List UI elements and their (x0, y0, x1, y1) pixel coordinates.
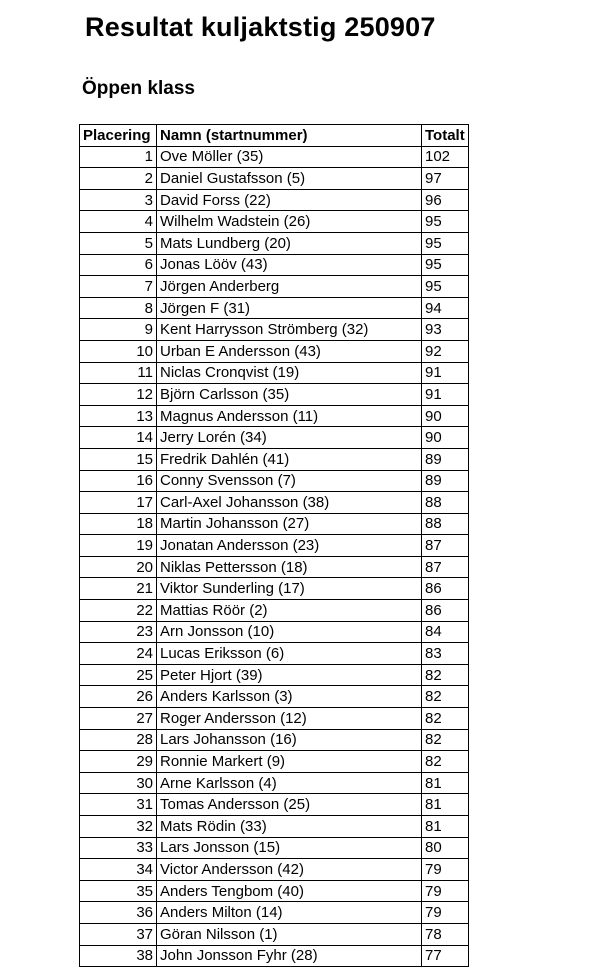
cell-namn: Viktor Sunderling (17) (157, 578, 422, 600)
cell-placering: 9 (80, 319, 157, 341)
cell-namn: Ronnie Markert (9) (157, 751, 422, 773)
cell-totalt: 89 (422, 448, 469, 470)
cell-totalt: 90 (422, 427, 469, 449)
cell-totalt: 82 (422, 664, 469, 686)
cell-namn: Roger Andersson (12) (157, 708, 422, 730)
cell-namn: Urban E Andersson (43) (157, 340, 422, 362)
cell-placering: 29 (80, 751, 157, 773)
table-row (80, 276, 469, 298)
cell-totalt: 82 (422, 751, 469, 773)
cell-placering: 31 (80, 794, 157, 816)
cell-totalt: 86 (422, 578, 469, 600)
cell-totalt: 84 (422, 621, 469, 643)
table-row (80, 232, 469, 254)
cell-placering: 30 (80, 772, 157, 794)
cell-placering: 27 (80, 708, 157, 730)
cell-totalt: 97 (422, 168, 469, 190)
cell-namn: Carl-Axel Johansson (38) (157, 492, 422, 514)
cell-totalt: 77 (422, 945, 469, 967)
cell-namn: Arn Jonsson (10) (157, 621, 422, 643)
cell-namn: Arne Karlsson (4) (157, 772, 422, 794)
cell-placering: 28 (80, 729, 157, 751)
cell-namn: Anders Karlsson (3) (157, 686, 422, 708)
cell-totalt: 95 (422, 211, 469, 233)
page-title: Resultat kuljaktstig 250907 (85, 12, 436, 42)
table-row (80, 470, 469, 492)
cell-totalt: 78 (422, 923, 469, 945)
table-row (80, 880, 469, 902)
table-row (80, 168, 469, 190)
cell-namn: Niklas Pettersson (18) (157, 556, 422, 578)
cell-totalt: 86 (422, 600, 469, 622)
cell-namn: Lars Johansson (16) (157, 729, 422, 751)
cell-totalt: 88 (422, 492, 469, 514)
header-placering: Placering (80, 125, 157, 147)
table-row (80, 578, 469, 600)
cell-totalt: 95 (422, 276, 469, 298)
cell-totalt: 95 (422, 254, 469, 276)
cell-totalt: 82 (422, 708, 469, 730)
cell-totalt: 79 (422, 880, 469, 902)
cell-placering: 11 (80, 362, 157, 384)
cell-placering: 1 (80, 146, 157, 168)
cell-placering: 13 (80, 405, 157, 427)
cell-totalt: 94 (422, 297, 469, 319)
cell-namn: Jerry Lorén (34) (157, 427, 422, 449)
cell-totalt: 81 (422, 794, 469, 816)
cell-namn: Magnus Andersson (11) (157, 405, 422, 427)
cell-placering: 5 (80, 232, 157, 254)
table-row (80, 600, 469, 622)
cell-placering: 33 (80, 837, 157, 859)
table-row (80, 340, 469, 362)
cell-placering: 35 (80, 880, 157, 902)
cell-namn: Kent Harrysson Strömberg (32) (157, 319, 422, 341)
cell-placering: 34 (80, 859, 157, 881)
cell-placering: 15 (80, 448, 157, 470)
cell-placering: 19 (80, 535, 157, 557)
cell-namn: Mats Lundberg (20) (157, 232, 422, 254)
cell-namn: Peter Hjort (39) (157, 664, 422, 686)
cell-namn: Jonas Lööv (43) (157, 254, 422, 276)
cell-placering: 24 (80, 643, 157, 665)
cell-namn: Jörgen F (31) (157, 297, 422, 319)
cell-namn: Fredrik Dahlén (41) (157, 448, 422, 470)
cell-totalt: 82 (422, 729, 469, 751)
results-table (79, 124, 469, 967)
cell-placering: 22 (80, 600, 157, 622)
cell-namn: Mats Rödin (33) (157, 816, 422, 838)
cell-totalt: 79 (422, 902, 469, 924)
cell-namn: Anders Tengbom (40) (157, 880, 422, 902)
cell-namn: Göran Nilsson (1) (157, 923, 422, 945)
cell-placering: 38 (80, 945, 157, 967)
cell-placering: 7 (80, 276, 157, 298)
table-row (80, 816, 469, 838)
cell-namn: Conny Svensson (7) (157, 470, 422, 492)
cell-totalt: 80 (422, 837, 469, 859)
cell-placering: 25 (80, 664, 157, 686)
cell-placering: 36 (80, 902, 157, 924)
cell-placering: 20 (80, 556, 157, 578)
cell-placering: 23 (80, 621, 157, 643)
table-row (80, 297, 469, 319)
table-row (80, 513, 469, 535)
cell-totalt: 87 (422, 535, 469, 557)
table-row (80, 945, 469, 967)
cell-totalt: 89 (422, 470, 469, 492)
table-row (80, 211, 469, 233)
cell-placering: 2 (80, 168, 157, 190)
cell-namn: Daniel Gustafsson (5) (157, 168, 422, 190)
table-row (80, 664, 469, 686)
cell-placering: 6 (80, 254, 157, 276)
cell-namn: Ove Möller (35) (157, 146, 422, 168)
cell-placering: 17 (80, 492, 157, 514)
cell-namn: Anders Milton (14) (157, 902, 422, 924)
cell-namn: Victor Andersson (42) (157, 859, 422, 881)
cell-namn: Jörgen Anderberg (157, 276, 422, 298)
cell-totalt: 91 (422, 384, 469, 406)
table-row (80, 362, 469, 384)
cell-totalt: 87 (422, 556, 469, 578)
cell-namn: Mattias Röör (2) (157, 600, 422, 622)
cell-totalt: 81 (422, 772, 469, 794)
cell-placering: 4 (80, 211, 157, 233)
header-namn: Namn (startnummer) (157, 125, 422, 147)
cell-totalt: 91 (422, 362, 469, 384)
table-row (80, 729, 469, 751)
cell-namn: Niclas Cronqvist (19) (157, 362, 422, 384)
table-row (80, 621, 469, 643)
table-row (80, 556, 469, 578)
cell-namn: Tomas Andersson (25) (157, 794, 422, 816)
cell-namn: John Jonsson Fyhr (28) (157, 945, 422, 967)
table-row (80, 189, 469, 211)
cell-totalt: 83 (422, 643, 469, 665)
table-row (80, 923, 469, 945)
cell-placering: 10 (80, 340, 157, 362)
cell-placering: 18 (80, 513, 157, 535)
results-body (80, 146, 469, 967)
cell-totalt: 90 (422, 405, 469, 427)
cell-totalt: 81 (422, 816, 469, 838)
cell-namn: Wilhelm Wadstein (26) (157, 211, 422, 233)
cell-placering: 32 (80, 816, 157, 838)
cell-totalt: 79 (422, 859, 469, 881)
table-row (80, 405, 469, 427)
table-row (80, 427, 469, 449)
cell-namn: Lars Jonsson (15) (157, 837, 422, 859)
cell-totalt: 96 (422, 189, 469, 211)
table-header-row (80, 125, 469, 147)
cell-totalt: 92 (422, 340, 469, 362)
cell-placering: 26 (80, 686, 157, 708)
cell-totalt: 102 (422, 146, 469, 168)
table-row (80, 794, 469, 816)
table-row (80, 448, 469, 470)
cell-placering: 16 (80, 470, 157, 492)
table-row (80, 902, 469, 924)
cell-totalt: 93 (422, 319, 469, 341)
cell-namn: Jonatan Andersson (23) (157, 535, 422, 557)
cell-namn: Björn Carlsson (35) (157, 384, 422, 406)
table-row (80, 772, 469, 794)
class-heading: Öppen klass (82, 78, 195, 99)
table-row (80, 643, 469, 665)
cell-namn: David Forss (22) (157, 189, 422, 211)
table-row (80, 686, 469, 708)
cell-namn: Martin Johansson (27) (157, 513, 422, 535)
table-row (80, 751, 469, 773)
table-row (80, 254, 469, 276)
table-row (80, 146, 469, 168)
header-totalt: Totalt (422, 125, 469, 147)
cell-totalt: 88 (422, 513, 469, 535)
cell-placering: 3 (80, 189, 157, 211)
cell-placering: 21 (80, 578, 157, 600)
table-row (80, 492, 469, 514)
cell-namn: Lucas Eriksson (6) (157, 643, 422, 665)
cell-placering: 12 (80, 384, 157, 406)
cell-placering: 14 (80, 427, 157, 449)
table-row (80, 708, 469, 730)
table-row (80, 535, 469, 557)
table-row (80, 837, 469, 859)
cell-totalt: 95 (422, 232, 469, 254)
table-row (80, 384, 469, 406)
table-row (80, 859, 469, 881)
cell-placering: 37 (80, 923, 157, 945)
cell-placering: 8 (80, 297, 157, 319)
table-row (80, 319, 469, 341)
cell-totalt: 82 (422, 686, 469, 708)
